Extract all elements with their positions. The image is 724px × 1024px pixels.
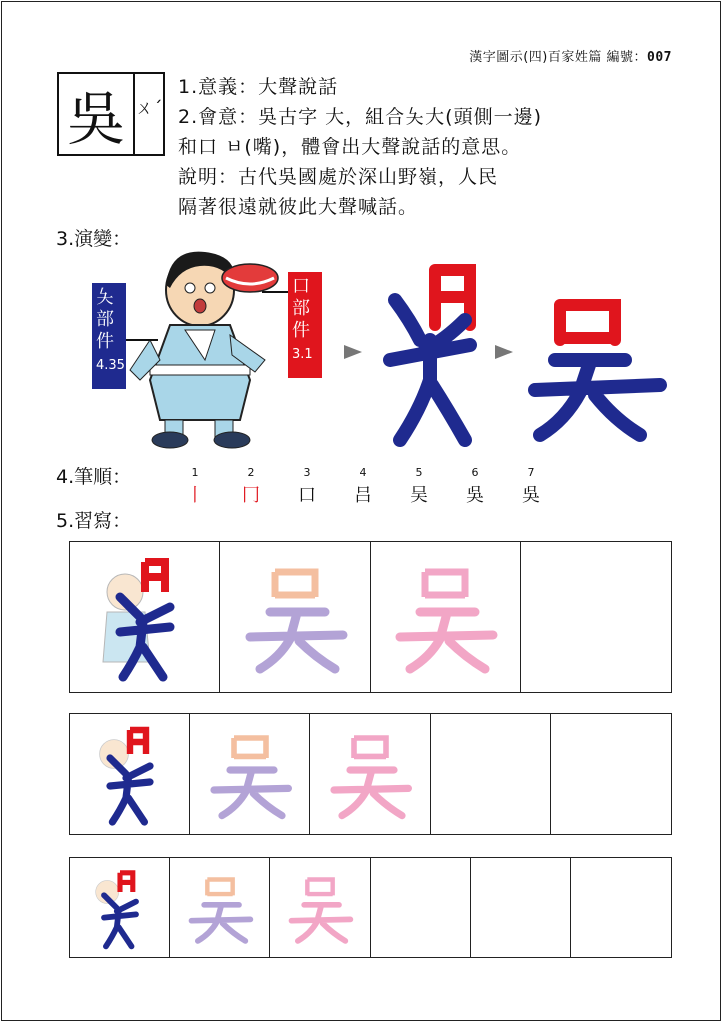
- arrow-icon: [495, 345, 513, 359]
- ancient-glyph: [390, 270, 470, 440]
- practice-cell-trace[interactable]: [310, 714, 430, 834]
- practice-cell-empty[interactable]: [431, 714, 551, 834]
- meaning-line-4: 說明：古代吳國處於深山野嶺，人民: [178, 166, 499, 188]
- meaning-line-5: 隔著很遠就彼此大聲喊話。: [178, 196, 419, 218]
- main-zhuyin: ㄨˊ: [135, 72, 165, 156]
- right-tag-number: 3.1: [292, 347, 313, 362]
- practice-cell-trace[interactable]: [270, 858, 370, 957]
- meaning-line-2: 2.會意：吳古字 ⼤，組合夨⼤(頭側一邊): [178, 106, 542, 128]
- practice-cell-trace[interactable]: [371, 542, 521, 692]
- stroke-step-5: 5 吴: [410, 466, 428, 506]
- stroke-step-7: 7 吳: [522, 466, 540, 506]
- practice-cell-trace[interactable]: [190, 714, 310, 834]
- stroke-step-1: 1 丨: [186, 466, 204, 506]
- practice-cell-empty[interactable]: [371, 858, 471, 957]
- left-component-tag: [92, 283, 126, 389]
- practice-cell-figure: [70, 858, 170, 957]
- stroke-step-3: 3 口: [298, 466, 316, 506]
- section-stroke-order-label: 4.筆順：: [56, 466, 132, 488]
- trace-character: [385, 557, 505, 677]
- trace-character: [322, 726, 418, 822]
- practice-cell-figure: [70, 714, 190, 834]
- practice-cell-trace[interactable]: [220, 542, 370, 692]
- main-character: 吳: [57, 72, 135, 156]
- arrow-icon: [344, 345, 362, 359]
- left-tag-number: 4.35: [96, 358, 125, 373]
- section-practice-label: 5.習寫：: [56, 510, 132, 532]
- ancient-glyph-icon: [90, 722, 170, 826]
- header-title: 漢字圖示(四)百家姓篇: [469, 50, 602, 65]
- practice-cell-empty[interactable]: [571, 858, 671, 957]
- practice-cell-trace[interactable]: [170, 858, 270, 957]
- stroke-step-6: 6 吳: [466, 466, 484, 506]
- trace-character: [182, 870, 258, 946]
- right-tag-text: 口部件: [292, 276, 310, 341]
- lips-icon: [222, 264, 278, 292]
- stroke-step-2: 2 ⼌: [242, 466, 260, 506]
- trace-character: [202, 726, 298, 822]
- practice-cell-empty[interactable]: [471, 858, 571, 957]
- meaning-line-1: 1.意義：大聲說話: [178, 76, 339, 98]
- practice-grid-medium: [69, 713, 672, 835]
- practice-grid-small: [69, 857, 672, 958]
- practice-cell-figure: [70, 542, 220, 692]
- modern-glyph: [535, 305, 660, 435]
- header-code-label: 編號：: [606, 50, 648, 65]
- left-tag-text: 夨部件: [96, 287, 114, 352]
- ancient-glyph-icon: [95, 552, 195, 682]
- ancient-glyph-icon: [88, 866, 152, 950]
- practice-cell-empty[interactable]: [551, 714, 671, 834]
- trace-character: [282, 870, 358, 946]
- practice-grid-large: [69, 541, 672, 693]
- section-evolution-label: 3.演變：: [56, 228, 132, 250]
- practice-cell-empty[interactable]: [521, 542, 671, 692]
- stroke-step-4: 4 吕: [354, 466, 372, 506]
- header-code: 007: [647, 50, 672, 65]
- trace-character: [235, 557, 355, 677]
- right-component-tag: [288, 272, 322, 378]
- meaning-line-3: 和口 ㅂ(嘴)，體會出大聲說話的意思。: [178, 136, 522, 158]
